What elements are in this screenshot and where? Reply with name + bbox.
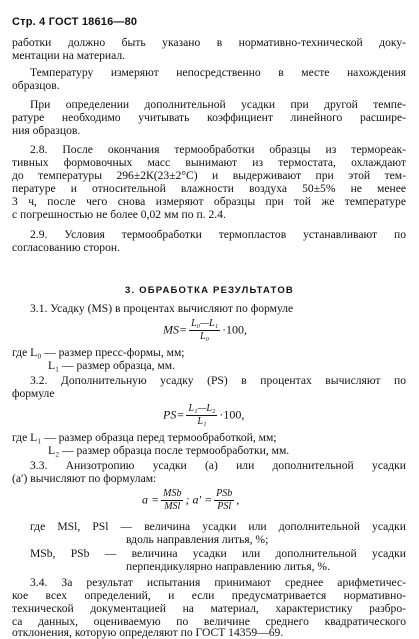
formula-numerator: MSb: [163, 488, 182, 499]
formula-tail: ·100,: [219, 407, 245, 422]
formula-anisotropy: [142, 488, 239, 513]
text-line: согласованию сторон.: [12, 241, 120, 254]
text-line: 3.1. Усадку (MS) в процентах вычисляют по формуле: [30, 302, 294, 315]
text-line: вдоль направления литья, %;: [126, 533, 269, 546]
text-line: тивных формовочных масс вынимают из термостата, охлаждают: [12, 156, 406, 169]
formula-ms: [163, 318, 247, 343]
formula-lhs: a =: [142, 492, 160, 507]
formula-lhs: PS=: [163, 407, 185, 422]
text-line: ратуре необходимо учитывать коэффициент линейного расшире-: [12, 111, 406, 124]
text-line: кое всех определений, и если предусматривается нормативно-: [12, 589, 406, 602]
text-line: 3.2. Дополнительную усадку (PS) в процентах вычисляют по: [30, 374, 406, 387]
formula-ps: [163, 403, 244, 428]
text-line: Температуру измеряют непосредственно в месте нахождения: [30, 66, 406, 79]
text-line: где L₀ — размер пресс-формы, мм;: [12, 346, 185, 359]
text-line: работки должно быть указано в нормативно-технической доку-: [12, 36, 406, 49]
formula-denominator: PSl: [217, 501, 232, 512]
text-line: 2.9. Условия термообработки термопластов устанавливают по: [30, 228, 406, 241]
formula-numerator: PSb: [216, 488, 233, 499]
text-line: MSb, PSb — величина усадки или дополнительной усадки: [30, 547, 406, 560]
text-line: пературе и относительной влажности воздуха 50±5% не менее: [12, 182, 406, 195]
text-line: При определении дополнительной усадки при другой темпе-: [30, 98, 406, 111]
text-line: 3.3. Анизотропию усадки (а) или дополнительной усадки: [30, 459, 406, 472]
section-heading: 3. ОБРАБОТКА РЕЗУЛЬТАТОВ: [124, 285, 294, 296]
text-line: до температуры 296±2К(23±2°С) и выдерживают при этой тем-: [12, 169, 406, 182]
text-line: L₂ — размер образца после термообработки, мм.: [48, 444, 290, 457]
text-line: L₁ — размер образца, мм.: [48, 359, 175, 372]
text-line: перпендикулярно направлению литья, %.: [126, 560, 330, 573]
formula-numerator: L₀—L₁: [191, 318, 219, 329]
text-line: технической документацией на материал, характеристику разбро-: [12, 602, 406, 615]
formula-denominator: L₁: [197, 416, 207, 427]
text-line: образцов.: [12, 79, 60, 92]
text-line: ментации на материал.: [12, 49, 126, 62]
text-line: формуле: [12, 387, 55, 400]
text-line: где L₁ — размер образца перед термообработкой, мм;: [12, 431, 277, 444]
formula-denominator: MSl: [164, 501, 181, 512]
text-line: с погрешностью не более 0,02 мм по п. 2.4.: [12, 208, 226, 221]
formula-fraction: [214, 488, 234, 513]
formula-denominator: L₀: [200, 331, 210, 342]
text-line: 3.4. За результат испытания принимают среднее арифметичес-: [30, 576, 406, 589]
formula-fraction: [189, 318, 220, 343]
formula-fraction: [186, 403, 217, 428]
text-line: 2.8. После окончания термообработки образцы из термореак-: [30, 143, 406, 156]
formula-separator: ; a′ =: [185, 492, 213, 507]
text-line: 3 ч, после чего снова измеряют образцы при той же температуре: [12, 195, 406, 208]
text-line: где MSl, PSl — величина усадки или дополнительной усадки: [30, 520, 406, 533]
text-line: са данных, оцениваемую по величине среднего квадратического: [12, 615, 406, 628]
formula-tail: ·100,: [222, 322, 248, 337]
page-header: Стр. 4 ГОСТ 18616—80: [12, 16, 138, 28]
text-line: ния образцов.: [12, 124, 81, 137]
formula-lhs: MS=: [163, 322, 188, 337]
text-line: (а′) вычисляют по формулам:: [12, 472, 157, 485]
formula-fraction: [161, 488, 183, 513]
formula-tail: ,: [236, 492, 240, 507]
formula-numerator: L₁—L₂: [188, 403, 216, 414]
text-line: отклонения, которую определяют по ГОСТ 14359—69.: [12, 626, 284, 639]
